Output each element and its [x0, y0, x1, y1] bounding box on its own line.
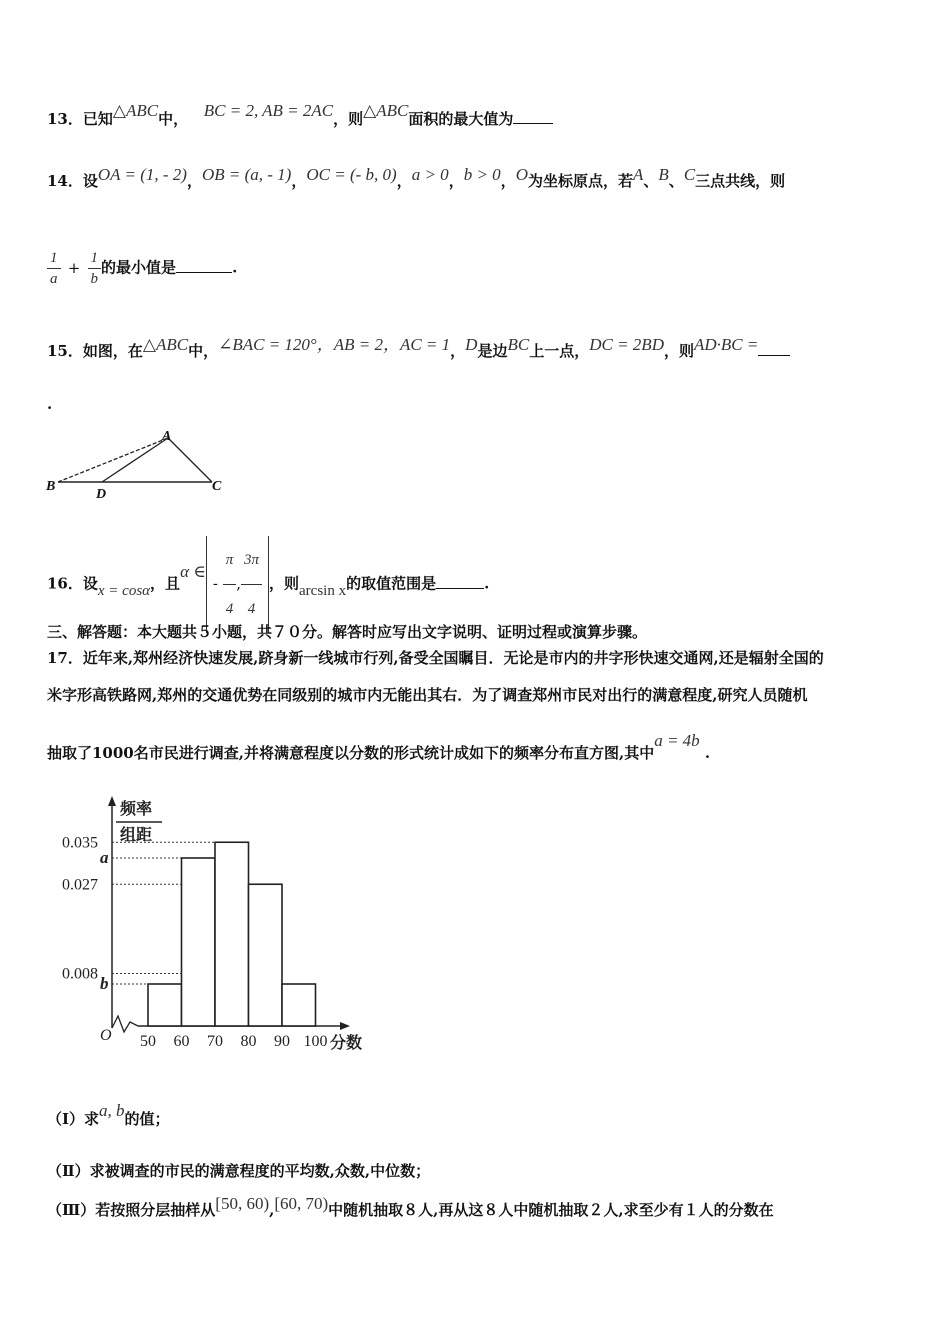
label-c: C — [212, 479, 222, 494]
q14-sep-7: 、 — [668, 172, 684, 190]
question-16 — [47, 536, 489, 633]
q16-math-arcsin: arcsin x — [299, 582, 347, 599]
q15-number: 15． — [47, 342, 83, 360]
q13-math-triangle-2: △ABC — [363, 101, 409, 120]
q13-text-3: ，则 — [333, 110, 364, 128]
q15-text-4: 上一点， — [529, 342, 590, 360]
q17-line-3 — [47, 731, 711, 768]
q13-math-triangle: △ABC — [112, 101, 159, 120]
q14-sep-1: ， — [186, 172, 202, 190]
histogram-bar-5 — [282, 984, 316, 1026]
q15-triangle-figure — [40, 424, 240, 504]
y-tick-label-4: 0.008 — [62, 965, 98, 983]
q14-sep-6: 、 — [643, 172, 659, 190]
q16-number: 16． — [47, 574, 83, 593]
q17-sub3-interval-1: [50, 60) — [215, 1194, 270, 1213]
q13-number: 13． — [47, 110, 83, 128]
q17-line-1: 17．近年来,郑州经济快速发展,跻身新一线城市行列,备受全国瞩目．无论是市内的井字形快速交通网,还是辐射全国的 — [47, 649, 824, 667]
x-tick-label-100: 100 — [303, 1033, 328, 1050]
q14-math-origin: O — [515, 165, 528, 184]
histogram-bar-1 — [148, 984, 182, 1026]
q15-answer-blank — [758, 341, 790, 356]
q13-text-1: 已知 — [82, 110, 113, 128]
q17-sub3-comma: , — [269, 1201, 275, 1219]
q16-answer-blank — [436, 574, 484, 589]
q13-text-2: 中， — [158, 110, 189, 128]
question-14-line-2 — [47, 248, 237, 289]
q14-text-4: 的最小值是 — [101, 258, 177, 277]
y-axis-arrow — [108, 796, 116, 806]
x-axis-break — [112, 1016, 138, 1032]
q16-neg-sign: - — [212, 574, 218, 593]
y-tick-label-5: b — [100, 974, 109, 993]
q17-sub1-end: 的值； — [124, 1110, 170, 1128]
q15-math-triangle: △ABC — [142, 335, 189, 354]
histogram-marks — [62, 834, 328, 1050]
q16-text-4: 的取值范围是 — [346, 574, 437, 593]
q17-sub-3 — [47, 1195, 774, 1225]
q15-math-dc-bd: DC = 2BD — [589, 335, 664, 354]
q14-math-oc: OC = (- b, 0) — [306, 165, 397, 184]
q16-fraction-pi-over-4 — [223, 536, 237, 633]
q16-fraction-3pi-over-4 — [241, 536, 262, 633]
q14-sep-4: ， — [448, 172, 464, 190]
q14-math-b-positive: b > 0 — [463, 165, 501, 184]
label-d: D — [96, 487, 107, 502]
question-14 — [47, 166, 785, 196]
y-axis-label-bottom: 组距 — [120, 827, 153, 844]
q15-text-3: 是边 — [477, 342, 508, 360]
q13-answer-blank — [513, 109, 553, 124]
q13-math-condition: BC = 2, AB = 2AC — [203, 101, 334, 120]
q15-math-conditions: ∠BAC = 120°，AB = 2，AC = 1 — [218, 335, 451, 354]
q14-frac1-numerator: 1 — [47, 248, 61, 269]
x-tick-label-80: 80 — [240, 1033, 257, 1050]
segment-ac — [168, 438, 212, 482]
q14-dot: . — [232, 258, 238, 277]
q17-sub3-label: （Ⅲ）若按照分层抽样从 — [47, 1201, 216, 1219]
q14-text-3: 三点共线，则 — [695, 172, 786, 190]
x-axis-arrow — [340, 1022, 350, 1030]
q17-sub-2: （Ⅱ）求被调查的市民的满意程度的平均数,众数,中位数； — [47, 1162, 431, 1180]
x-tick-label-70: 70 — [207, 1033, 223, 1050]
y-tick-label-1: 0.035 — [62, 834, 98, 852]
q16-frac2-denominator: 4 — [247, 601, 256, 617]
q15-dot: . — [47, 395, 53, 413]
q14-sep-5: ， — [500, 172, 516, 190]
q16-math-x-cos: x = cosα — [97, 582, 151, 599]
q14-math-a-positive: a > 0 — [411, 165, 449, 184]
label-a: A — [162, 429, 172, 444]
q15-text-2: 中， — [188, 342, 219, 360]
q15-math-bc: BC — [507, 335, 530, 354]
q17-sub3-end: 中随机抽取８人,再从这８人中随机抽取２人,求至少有１人的分数在 — [328, 1201, 774, 1219]
y-axis-label-top: 频率 — [120, 801, 153, 818]
x-tick-label-60: 60 — [173, 1033, 190, 1050]
q14-number: 14． — [47, 172, 83, 190]
q17-line-3-text: 抽取了1000名市民进行调查,并将满意程度以分数的形式统计成如下的频率分布直方图,其中 — [47, 744, 655, 762]
q16-dot: . — [484, 574, 490, 593]
q14-text-2: 为坐标原点，若 — [527, 172, 633, 190]
q17-sub3-interval-2: [60, 70) — [274, 1194, 329, 1213]
q17-sub1-label: （I）求 — [47, 1110, 100, 1128]
histogram-bar-2 — [182, 858, 216, 1026]
q16-math-alpha-in: α ∈ — [180, 561, 206, 581]
y-tick-label-3: a — [100, 848, 109, 867]
q13-text-4: 面积的最大值为 — [408, 110, 514, 128]
q16-frac2-numerator: 3π — [241, 536, 262, 585]
q16-text-2: ，且 — [150, 574, 181, 593]
x-axis-label: 分数 — [330, 1035, 363, 1052]
q14-answer-blank — [176, 258, 232, 273]
q15-math-dot-product: AD·BC = — [693, 335, 759, 354]
q14-math-ob: OB = (a, - 1) — [201, 165, 292, 184]
x-tick-label-90: 90 — [274, 1033, 290, 1050]
q14-fraction-1-over-a — [47, 248, 61, 289]
question-15 — [47, 336, 790, 366]
q16-text-1: 设 — [82, 574, 98, 593]
q16-text-3: ，则 — [269, 574, 300, 593]
q15-sep-1: ， — [450, 342, 466, 360]
q16-interval-comma: , — [236, 574, 241, 593]
q15-math-d: D — [465, 335, 478, 354]
q14-frac2-denominator: b — [90, 271, 99, 287]
frequency-histogram — [40, 790, 380, 1065]
q16-frac1-numerator: π — [223, 536, 237, 585]
segment-da — [102, 438, 168, 482]
q16-frac1-denominator: 4 — [225, 601, 234, 617]
question-13 — [47, 101, 553, 134]
q17-sub1-math: a, b — [99, 1101, 125, 1120]
q14-fraction-1-over-b — [88, 248, 102, 289]
q14-text-1: 设 — [82, 172, 98, 190]
q15-text-1: 如图，在 — [82, 342, 143, 360]
q14-sep-2: ， — [291, 172, 307, 190]
q17-line-2: 米字形高铁路网,郑州的交通优势在同级别的城市内无能出其右．为了调查郑州市民对出行的满意程度,研究人员随机 — [47, 686, 808, 704]
q14-sep-3: ， — [396, 172, 412, 190]
q17-sub-1 — [47, 1101, 170, 1134]
q14-math-oa: OA = (1, - 2) — [97, 165, 187, 184]
histogram-bar-3 — [215, 842, 249, 1026]
origin-label: O — [100, 1027, 112, 1044]
q17-line-3-end: . — [704, 744, 711, 762]
q14-frac2-numerator: 1 — [88, 248, 102, 269]
q14-math-point-b: B — [658, 165, 669, 184]
histogram-bar-4 — [249, 884, 283, 1026]
y-tick-label-2: 0.027 — [62, 876, 98, 894]
label-b: B — [46, 479, 56, 494]
section-3-heading: 三、解答题：本大题共５小题，共７０分。解答时应写出文字说明、证明过程或演算步骤。 — [47, 623, 648, 641]
q15-text-5: ，则 — [663, 342, 694, 360]
q16-interval — [206, 536, 269, 633]
x-tick-label-50: 50 — [140, 1033, 156, 1050]
q14-math-point-c: C — [683, 165, 696, 184]
q14-math-point-a: A — [633, 165, 644, 184]
q14-frac1-denominator: a — [50, 271, 58, 287]
q14-plus: + — [67, 258, 81, 277]
q17-math-a-eq-4b: a = 4b — [654, 731, 700, 750]
